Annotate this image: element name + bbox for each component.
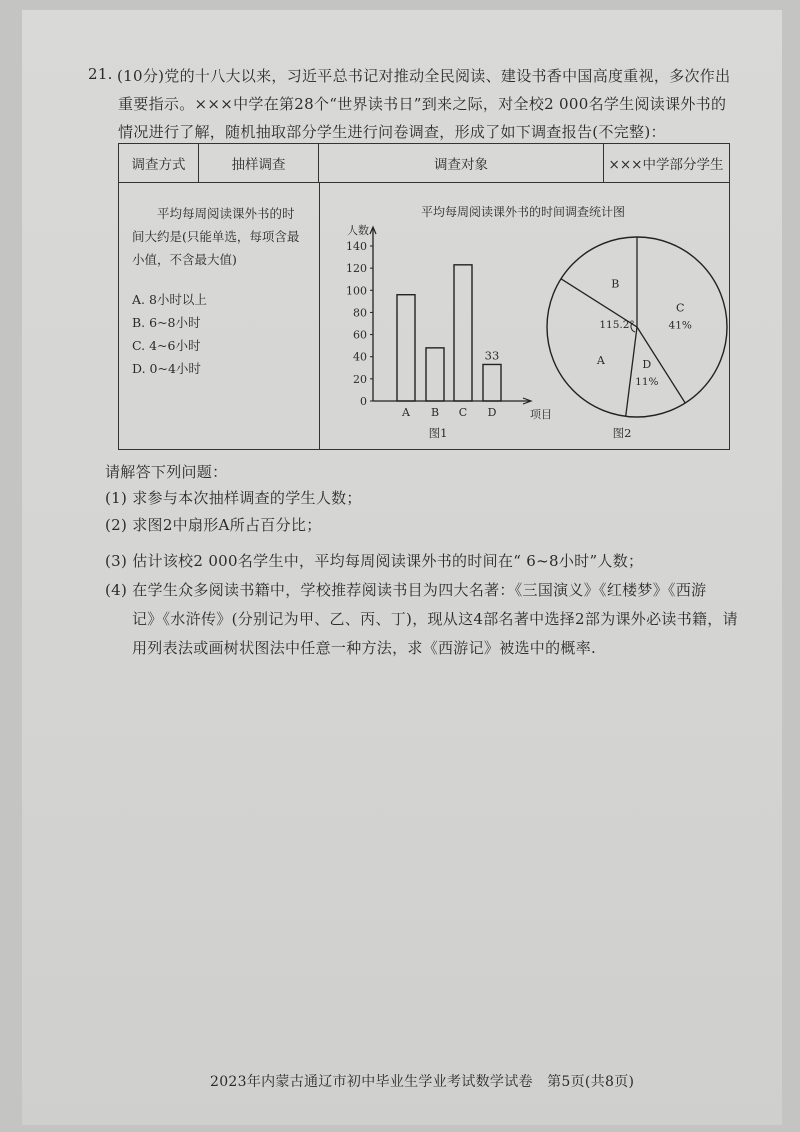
figure2-caption: 图2 xyxy=(612,426,632,440)
prompt-line: 间大约是(只能单选，每项含最 xyxy=(132,229,300,244)
question-item-1: (1) 求参与本次抽样调查的学生人数； xyxy=(105,489,362,507)
question-number: 21. xyxy=(88,65,113,83)
y-tick-label: 100 xyxy=(346,284,367,298)
option-b: B. 6~8小时 xyxy=(132,315,201,330)
x-tick-label: A xyxy=(402,406,410,419)
figure1-caption: 图1 xyxy=(428,426,448,440)
chart-title: 平均每周阅读课外书的时间调查统计图 xyxy=(420,205,626,219)
bar-d xyxy=(483,364,501,401)
y-tick-label: 40 xyxy=(353,350,367,364)
pie-slice-boundary-a xyxy=(626,327,637,416)
y-tick-label: 0 xyxy=(360,395,367,408)
y-axis-label: 人数 xyxy=(347,224,369,237)
x-axis-label: 项目 xyxy=(530,408,552,421)
question-item-3: (3) 估计该校2 000名学生中，平均每周阅读课外书的时间在“ 6~8小时”人数； xyxy=(105,552,644,570)
y-tick-label: 80 xyxy=(353,306,367,320)
questions-intro: 请解答下列问题： xyxy=(105,463,228,481)
x-tick-label: B xyxy=(430,406,440,419)
pie-chart xyxy=(547,237,727,417)
header-object-value: ×××中学部分学生 xyxy=(608,157,724,173)
pie-label-c: C xyxy=(676,301,685,315)
pie-percent-c: 41% xyxy=(668,319,692,332)
option-a: A. 8小时以上 xyxy=(132,292,207,307)
header-sampling: 抽样调查 xyxy=(199,144,319,182)
y-tick-label: 60 xyxy=(353,328,367,342)
pie-label-d: D xyxy=(642,357,652,371)
option-d: D. 0~4小时 xyxy=(132,361,201,376)
option-c: C. 4~6小时 xyxy=(132,338,201,353)
pie-label-b: B xyxy=(611,277,620,291)
bar-a xyxy=(397,295,415,401)
prompt-line: 小值，不含最大值) xyxy=(132,252,237,267)
y-tick-label: 120 xyxy=(346,262,367,276)
bar-chart xyxy=(346,223,552,421)
question-text-line: 情况进行了解，随机抽取部分学生进行问卷调查，形成了如下调查报告(不完整)： xyxy=(118,123,666,141)
prompt-line: 平均每周阅读课外书的时 xyxy=(157,206,295,221)
y-tick-label: 140 xyxy=(346,240,367,253)
question-item-4: (4) 在学生众多阅读书籍中，学校推荐阅读书目为四大名著：《三国演义》《红楼梦》《西游 xyxy=(105,581,707,599)
x-tick-label: C xyxy=(458,406,468,419)
question-item-2: (2) 求图2中扇形A所占百分比； xyxy=(105,516,322,534)
question-item-4-cont: 用列表法或画树状图法中任意一种方法，求《西游记》被选中的概率. xyxy=(132,639,597,657)
pie-label-a: A xyxy=(596,354,605,368)
header-survey-method: 调查方式 xyxy=(119,144,199,182)
header-survey-object: 调查对象 xyxy=(319,144,604,182)
question-text-line: (10分)党的十八大以来，习近平总书记对推动全民阅读、建设书香中国高度重视，多次作出 xyxy=(117,67,731,85)
question-item-4-cont: 记》《水浒传》(分别记为甲、乙、丙、丁)，现从这4部名著中选择2部为课外必读书籍，请 xyxy=(132,610,738,628)
x-tick-label: D xyxy=(487,406,497,419)
pie-percent-d: 11% xyxy=(635,375,659,388)
pie-angle-label: 115.2° xyxy=(599,319,635,331)
y-tick-label: 20 xyxy=(353,372,367,386)
question-text-line: 重要指示。×××中学在第28个“世界读书日”到来之际，对全校2 000名学生阅读课外书的 xyxy=(118,95,727,113)
page-footer: 2023年内蒙古通辽市初中毕业生学业考试数学试卷 第5页(共8页) xyxy=(210,1074,635,1090)
bar-b xyxy=(426,348,444,401)
bar-data-label: 33 xyxy=(484,348,500,363)
bar-c xyxy=(454,265,472,401)
